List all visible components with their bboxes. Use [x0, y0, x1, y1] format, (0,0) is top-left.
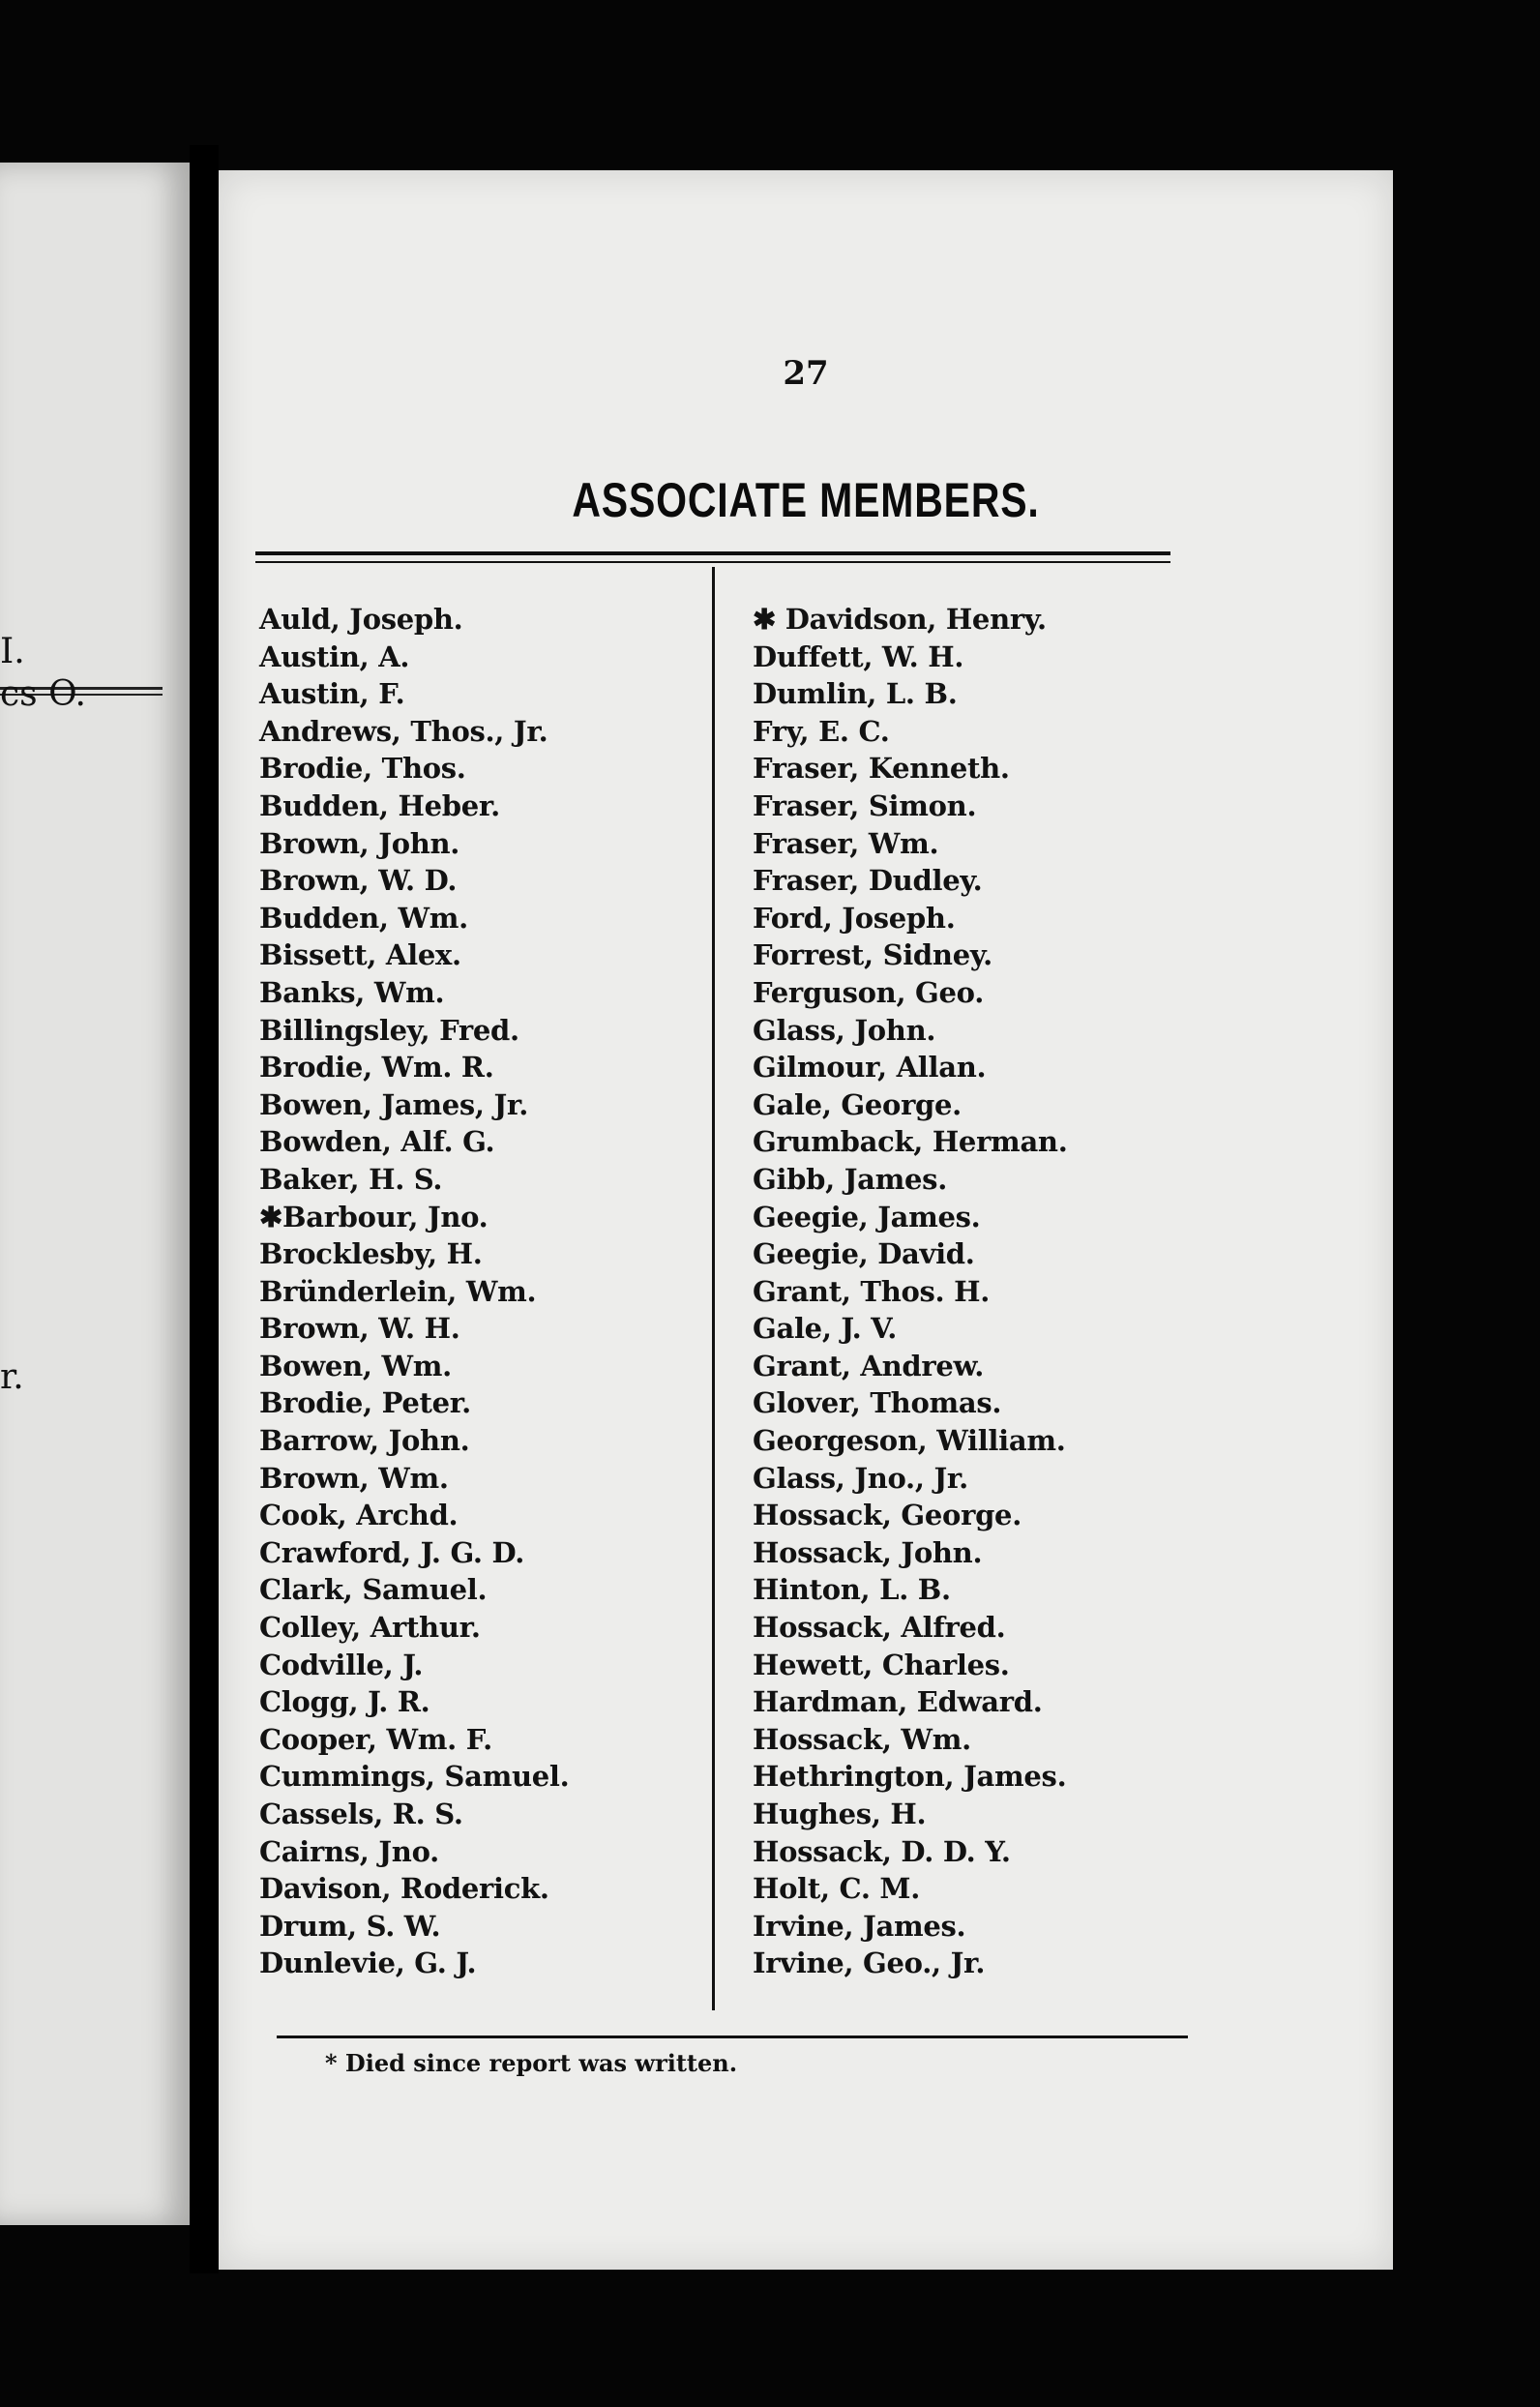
member-entry: Baker, H. S. [259, 1162, 443, 1196]
previous-page-edge [0, 163, 190, 2225]
member-entry: Gale, J. V. [753, 1312, 898, 1346]
member-entry: Holt, C. M. [753, 1872, 921, 1906]
member-entry: Ferguson, Geo. [753, 975, 984, 1009]
member-entry: Georgeson, William. [753, 1424, 1066, 1458]
member-entry: Budden, Heber. [259, 788, 500, 822]
left-page-fragment: cs O. [0, 674, 86, 714]
member-entry: Hughes, H. [753, 1798, 927, 1830]
member-entry: Irvine, Geo., Jr. [753, 1946, 986, 1980]
member-entry: Bowen, James, Jr. [259, 1087, 529, 1121]
member-entry: Andrews, Thos., Jr. [259, 714, 548, 748]
member-entry: Davison, Roderick. [259, 1872, 549, 1906]
member-entry: Hethrington, James. [753, 1760, 1067, 1794]
member-entry: ✱Barbour, Jno. [259, 1200, 489, 1233]
member-entry: Irvine, James. [753, 1909, 966, 1943]
book-page [219, 170, 1393, 2270]
member-entry: Bowden, Alf. G. [259, 1125, 495, 1159]
member-entry: Brodie, Peter. [259, 1386, 471, 1420]
member-entry: Hinton, L. B. [753, 1573, 951, 1607]
member-entry: Gibb, James. [753, 1162, 948, 1196]
member-entry: Geegie, James. [753, 1200, 981, 1233]
member-entry: Glass, John. [753, 1013, 936, 1047]
member-entry: Dunlevie, G. J. [259, 1946, 477, 1980]
member-entry: Brown, Wm. [259, 1461, 449, 1495]
member-entry: Hossack, John. [753, 1535, 983, 1569]
member-entry: Brown, John. [259, 826, 460, 860]
member-entry: Clogg, J. R. [259, 1685, 430, 1719]
member-entry: Cook, Archd. [259, 1499, 459, 1532]
member-entry: Clark, Samuel. [259, 1573, 488, 1607]
member-entry: Gale, George. [753, 1087, 962, 1121]
member-entry: Fraser, Kenneth. [753, 752, 1010, 786]
member-entry: Grumback, Herman. [753, 1125, 1068, 1159]
member-entry: Brown, W. H. [259, 1312, 460, 1346]
page-number: 27 [783, 354, 829, 393]
member-entry: Forrest, Sidney. [753, 938, 992, 972]
member-entry: Ford, Joseph. [753, 901, 956, 935]
member-entry: Geegie, David. [753, 1237, 975, 1271]
member-entry: Hardman, Edward. [753, 1685, 1043, 1719]
member-entry: Cassels, R. S. [259, 1798, 463, 1830]
member-entry: Hossack, Wm. [753, 1722, 971, 1756]
member-entry: Hossack, D. D. Y. [753, 1834, 1011, 1868]
member-entry: Dumlin, L. B. [753, 677, 958, 711]
member-entry: Hossack, Alfred. [753, 1611, 1006, 1645]
member-entry: Billingsley, Fred. [259, 1013, 519, 1047]
member-entry: Austin, F. [259, 677, 405, 711]
member-entry: Fraser, Simon. [753, 788, 977, 822]
member-entry: Drum, S. W. [259, 1909, 441, 1943]
member-entry: Glass, Jno., Jr. [753, 1461, 968, 1495]
member-entry: Banks, Wm. [259, 975, 445, 1009]
member-entry: Brown, W. D. [259, 864, 458, 898]
header-double-rule [255, 551, 1170, 555]
member-entry: ✱ Davidson, Henry. [753, 603, 1047, 636]
footnote: * Died since report was written. [325, 2049, 738, 2077]
member-entry: Hossack, George. [753, 1499, 1022, 1532]
member-entry: Fry, E. C. [753, 714, 890, 748]
member-entry: Cairns, Jno. [259, 1834, 439, 1868]
member-entry: Grant, Thos. H. [753, 1274, 991, 1308]
book-gutter [190, 145, 219, 2273]
member-entry: Gilmour, Allan. [753, 1051, 987, 1085]
member-entry: Bründerlein, Wm. [259, 1274, 537, 1308]
member-entry: Brodie, Thos. [259, 752, 466, 786]
member-list-left [259, 601, 569, 1982]
member-entry: Duffett, W. H. [753, 639, 964, 673]
member-entry: Hewett, Charles. [753, 1648, 1010, 1681]
member-entry: Cooper, Wm. F. [259, 1722, 492, 1756]
member-entry: Colley, Arthur. [259, 1611, 481, 1645]
section-title: ASSOCIATE MEMBERS. [572, 473, 1040, 527]
left-page-fragment: I. [0, 632, 25, 671]
member-entry: Budden, Wm. [259, 901, 468, 935]
footer-rule [277, 2036, 1188, 2038]
member-entry: Bissett, Alex. [259, 938, 461, 972]
column-divider [712, 567, 715, 2010]
member-entry: Fraser, Dudley. [753, 864, 983, 898]
member-entry: Glover, Thomas. [753, 1386, 1002, 1420]
member-entry: Grant, Andrew. [753, 1349, 985, 1382]
left-page-fragment: r. [0, 1357, 24, 1397]
member-entry: Codville, J. [259, 1648, 424, 1681]
member-entry: Barrow, John. [259, 1424, 470, 1458]
member-entry: Fraser, Wm. [753, 826, 939, 860]
member-entry: Austin, A. [259, 639, 410, 673]
member-entry: Brodie, Wm. R. [259, 1051, 494, 1085]
member-entry: Bowen, Wm. [259, 1349, 452, 1382]
member-entry: Brocklesby, H. [259, 1237, 483, 1271]
member-entry: Auld, Joseph. [259, 603, 463, 636]
member-entry: Crawford, J. G. D. [259, 1535, 525, 1569]
member-entry: Cummings, Samuel. [259, 1760, 570, 1794]
member-list-right [753, 601, 1068, 1982]
